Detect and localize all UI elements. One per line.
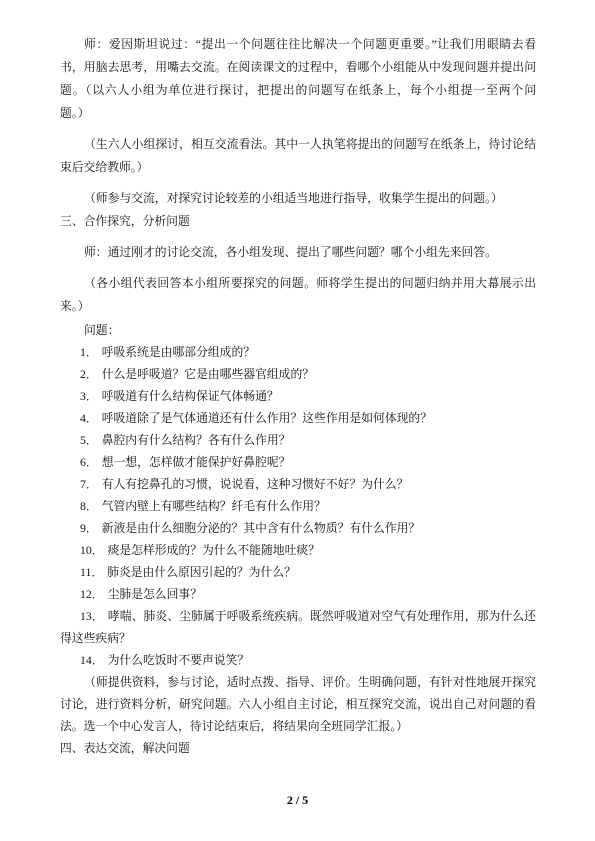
list-item-number: 3．: [80, 389, 98, 403]
list-item-number: 12．: [80, 587, 104, 601]
group-answer-line: 来。）: [60, 299, 90, 313]
list-item-number: 7．: [80, 477, 98, 491]
discussion-note-line: 讨论，进行资料分析，研究问题。六人小组自主讨论，相互探究交流，说出自己对问题的看: [60, 697, 536, 711]
list-item: [80, 473, 536, 495]
section-heading: 四、表达交流，解决问题: [60, 741, 190, 755]
list-item: [80, 517, 536, 539]
list-item-text: 什么是呼吸道？它是由哪些器官组成的？: [101, 367, 315, 381]
list-item-number: 9．: [80, 521, 98, 535]
discussion-note-line: 法。选一个中心发言人，待讨论结束后，将结果向全班同学汇报。）: [60, 719, 409, 733]
list-item-text: 想一想，怎样做才能保护好鼻腔呢？: [101, 455, 291, 469]
list-item-text: 尘肺是怎么回事？: [107, 587, 202, 601]
intro-line: 师：爱因斯坦说过：“提出一个问题往往比解决一个问题更重要。”让我们用眼睛去看: [84, 37, 536, 51]
list-item-number: 6．: [80, 455, 98, 469]
list-item-text: 哮喘、肺炎、尘肺属于呼吸系统疾病。既然呼吸道对空气有处理作用，那为什么还: [107, 609, 536, 623]
list-item: [80, 407, 536, 429]
list-item: [80, 583, 536, 605]
teacher-question: 师：通过刚才的讨论交流，各小组发现、提出了哪些问题？哪个小组先来回答。: [84, 245, 497, 259]
page-number: 2 / 5: [286, 793, 309, 807]
questions-label: 问题：: [84, 323, 120, 337]
list-item: [80, 605, 536, 627]
list-item-number: 2．: [80, 367, 98, 381]
student-note-line: （生六人小组探讨，相互交流看法。其中一人执笔将提出的问题写在纸条上，待讨论结: [84, 137, 536, 151]
list-item-number: 1．: [80, 345, 98, 359]
list-item-number: 10．: [80, 543, 104, 557]
list-item: [80, 363, 536, 385]
section-heading: 三、合作探究，分析问题: [60, 214, 190, 228]
list-item-number: 11．: [80, 565, 104, 579]
list-item-text: 呼吸道有什么结构保证气体畅通？: [101, 389, 279, 403]
list-item-text: 呼吸道除了是气体通道还有什么作用？这些作用是如何体现的？: [101, 411, 433, 425]
list-item-text: 呼吸系统是由哪部分组成的？: [101, 345, 256, 359]
group-answer-line: （各小组代表回答本小组所要探究的问题。师将学生提出的问题归纳并用大幕展示出: [84, 276, 536, 290]
list-item-continuation: 得这些疾病？: [60, 631, 131, 645]
list-item-text: 鼻腔内有什么结构？各有什么作用？: [101, 433, 291, 447]
list-item-text: 有人有挖鼻孔的习惯，说说看，这种习惯好不好？为什么？: [101, 477, 409, 491]
teacher-note-line: （师参与交流，对探究讨论较差的小组适当地进行指导，收集学生提出的问题。）: [84, 191, 503, 205]
list-item: [80, 451, 536, 473]
discussion-note-line: （师提供资料，参与讨论，适时点拨、指导、评价。生明确问题，有针对性地展开探究: [84, 675, 536, 689]
intro-line: 题。）: [60, 106, 90, 120]
list-item-number: 5．: [80, 433, 98, 447]
list-item: [80, 649, 536, 671]
intro-line: 书，用脑去思考，用嘴去交流。在阅读课文的过程中，看哪个小组能从中发现问题并提出问: [60, 60, 536, 74]
list-item-number: 13．: [80, 609, 104, 623]
list-item: [80, 385, 536, 407]
list-item-text: 肺炎是由什么原因引起的？为什么？: [107, 565, 296, 579]
list-item: [80, 429, 536, 451]
list-item: [80, 341, 536, 363]
list-item-number: 4．: [80, 411, 98, 425]
list-item: [80, 539, 536, 561]
list-item-text: 新液是由什么细胞分泌的？其中含有什么物质？有什么作用？: [101, 521, 421, 535]
student-note-line: 束后交给教师。）: [60, 160, 149, 174]
intro-line: 题。（以六人小组为单位进行探讨，把提出的问题写在纸条上，每个小组提一至两个问: [60, 83, 536, 97]
list-item: [80, 495, 536, 517]
list-item-text: 气管内壁上有哪些结构？纤毛有什么作用？: [101, 499, 326, 513]
list-item: [80, 561, 536, 583]
list-item-number: 14．: [80, 653, 104, 667]
list-item-text: 为什么吃饭时不要声说笑？: [107, 653, 250, 667]
list-item-number: 8．: [80, 499, 98, 513]
list-item-text: 痰是怎样形成的？为什么不能随地吐痰？: [107, 543, 320, 557]
